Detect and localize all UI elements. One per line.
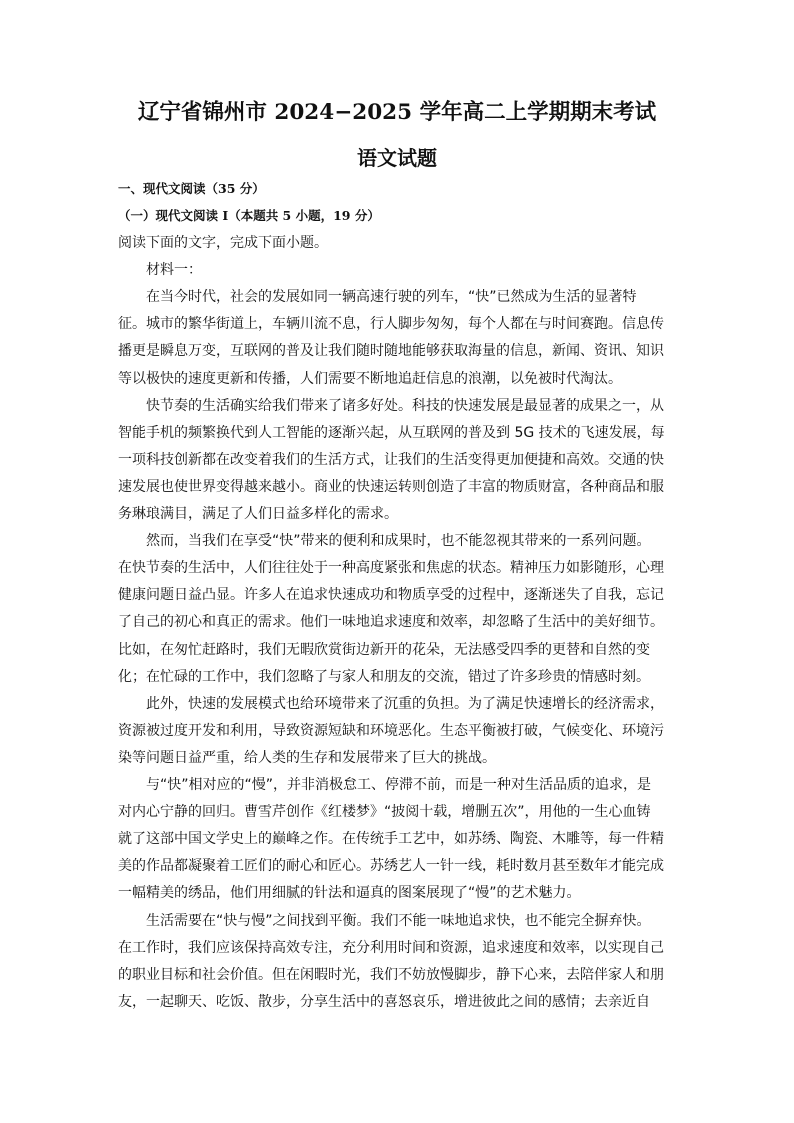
passage-line: 等以极快的速度更新和传播，人们需要不断地追赶信息的浪潮，以免被时代淘汰。 (118, 370, 622, 387)
passage-line: 在工作时，我们应该保持高效专注，充分利用时间和资源，追求速度和效率，以实现自己 (118, 939, 664, 956)
passage-line: 比如，在匆忙赶路时，我们无暇欣赏街边新开的花朵，无法感受四季的更替和自然的变 (118, 641, 650, 658)
passage-line: 材料一： (118, 262, 202, 279)
passage-line: 资源被过度开发和利用，导致资源短缺和环境恶化。生态平衡被打破，气候变化、环境污 (118, 722, 664, 739)
section-heading: 一、现代文阅读（35 分） (118, 181, 265, 196)
passage-line: 务琳琅满目，满足了人们日益多样化的需求。 (118, 506, 398, 522)
passage-line: 了自己的初心和真正的需求。他们一味地追求速度和效率，却忽略了生活中的美好细节。 (118, 614, 664, 631)
passage-line: 友，一起聊天、吃饭、散步，分享生活中的喜怒哀乐，增进彼此之间的感情；去亲近自 (118, 993, 650, 1010)
passage-line: 此外，快速的发展模式也给环境带来了沉重的负担。为了满足快速增长的经济需求， (118, 695, 664, 712)
passage-line: 生活需要在“快与慢”之间找到平衡。我们不能一味地追求快，也不能完全摒弃快。 (118, 912, 651, 929)
passage-line: 播更是瞬息万变，互联网的普及让我们随时随地能够获取海量的信息，新闻、资讯、知识 (118, 343, 664, 360)
subsection-heading: （一）现代文阅读 Ⅰ（本题共 5 小题，19 分） (118, 208, 380, 223)
passage-line: 的职业目标和社会价值。但在闲暇时光，我们不妨放慢脚步，静下心来，去陪伴家人和朋 (118, 966, 664, 983)
passage-line: 征。城市的繁华街道上，车辆川流不息，行人脚步匆匆，每个人都在与时间赛跑。信息传 (118, 316, 664, 333)
passage-line: 染等问题日益严重，给人类的生存和发展带来了巨大的挑战。 (118, 749, 496, 766)
passage-line: 速发展也使世界变得越来越小。商业的快速运转则创造了丰富的物质财富，各种商品和服 (118, 478, 664, 495)
passage-line: 美的作品都凝聚着工匠们的耐心和匠心。苏绣艺人一针一线，耗时数月甚至数年才能完成 (118, 858, 664, 875)
passage-line: 化；在忙碌的工作中，我们忽略了与家人和朋友的交流，错过了许多珍贵的情感时刻。 (118, 668, 650, 685)
passage-line: 在快节奏的生活中，人们往往处于一种高度紧张和焦虑的状态。精神压力如影随形，心理 (118, 560, 664, 577)
passage-line: 一项科技创新都在改变着我们的生活方式，让我们的生活变得更加便捷和高效。交通的快 (118, 451, 664, 468)
passage-line: 就了这部中国文学史上的巅峰之作。在传统手工艺中，如苏绣、陶瓷、木雕等，每一件精 (118, 831, 664, 848)
passage-line: 对内心宁静的回归。曹雪芹创作《红楼梦》“披阅十载，增删五次”，用他的一生心血铸 (118, 804, 651, 821)
passage-line: 一幅精美的绣品，他们用细腻的针法和逼真的图案展现了“慢”的艺术魅力。 (118, 885, 581, 902)
passage-line: 健康问题日益凸显。许多人在追求快速成功和物质享受的过程中，逐渐迷失了自我，忘记 (118, 587, 664, 604)
passage-line: 智能手机的频繁换代到人工智能的逐渐兴起，从互联网的普及到 5G 技术的飞速发展，每 (118, 424, 665, 441)
document-title: 辽宁省锦州市 2024−2025 学年高二上学期期末考试 (137, 100, 657, 125)
passage-line: 快节奏的生活确实给我们带来了诸多好处。科技的快速发展是最显著的成果之一，从 (118, 397, 664, 414)
passage-line: 在当今时代，社会的发展如同一辆高速行驶的列车，“快”已然成为生活的显著特 (118, 289, 637, 306)
document-subtitle: 语文试题 (357, 146, 437, 170)
passage-line: 然而，当我们在享受“快”带来的便利和成果时，也不能忽视其带来的一系列问题。 (118, 533, 651, 550)
passage-line: 与“快”相对应的“慢”，并非消极怠工、停滞不前，而是一种对生活品质的追求，是 (118, 777, 652, 793)
instruction-line: 阅读下面的文字，完成下面小题。 (118, 235, 328, 251)
